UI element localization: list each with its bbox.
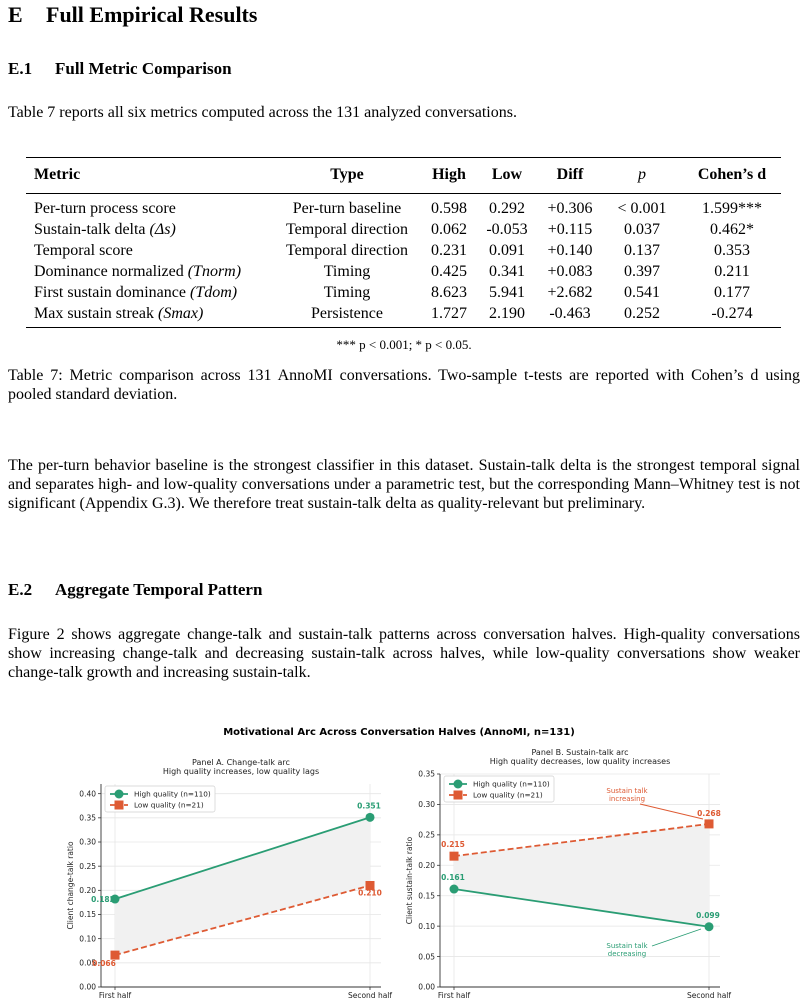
cell-p: 0.541 [624, 283, 660, 301]
data-point [705, 819, 714, 828]
metric-symbol: (Tnorm) [187, 262, 242, 280]
cell-d: 1.599*** [702, 199, 762, 217]
data-label: 0.182 [91, 895, 115, 905]
cell-diff: +0.140 [547, 241, 593, 259]
header-diff: Diff [556, 166, 584, 183]
section-heading [8, 2, 257, 28]
metric-name: Sustain-talk delta [34, 220, 146, 238]
data-label: 0.099 [696, 910, 720, 920]
metric-symbol: (Δs) [149, 220, 176, 238]
y-tick-label: 0.00 [418, 982, 435, 992]
y-tick-label: 0.35 [418, 769, 435, 779]
cell-type: Temporal direction [286, 220, 408, 238]
annotation-decreasing: decreasing [607, 950, 647, 958]
cell-low: 0.341 [489, 262, 525, 280]
y-tick-label: 0.00 [79, 982, 96, 992]
cell-diff: +2.682 [547, 283, 593, 301]
subsection-number: E.2 [8, 580, 33, 599]
cell-metric [30, 198, 274, 219]
cell-low: 5.941 [489, 283, 525, 301]
x-tick-label: First half [437, 991, 471, 1000]
data-label: 0.161 [441, 873, 465, 883]
cell-low: 0.292 [489, 199, 525, 217]
cell-p: 0.037 [624, 220, 660, 238]
legend-marker [454, 780, 463, 789]
legend [105, 786, 215, 812]
table-header-row [30, 160, 784, 190]
cell-d: 0.353 [714, 241, 750, 259]
metric-name: Max sustain streak [34, 304, 154, 322]
data-label: 0.210 [358, 888, 382, 898]
y-tick-label: 0.05 [79, 958, 96, 968]
y-tick-label: 0.35 [79, 813, 96, 823]
cell-high: 0.425 [431, 262, 467, 280]
table-row [30, 219, 784, 240]
table-row [30, 303, 784, 324]
table-bottom-rule [26, 327, 781, 328]
legend-label: Low quality (n=21) [473, 790, 543, 800]
table-row [30, 198, 784, 219]
subsection-heading-e1 [8, 59, 232, 79]
annotation-arrow-decreasing [652, 929, 701, 946]
cell-low: 0.091 [489, 241, 525, 259]
metric-symbol: (Tdom) [189, 283, 238, 301]
cell-metric [30, 261, 274, 282]
y-tick-label: 0.05 [418, 952, 435, 962]
data-label: 0.066 [92, 959, 116, 969]
legend-marker [115, 790, 124, 799]
header-type: Type [330, 166, 364, 183]
y-tick-label: 0.40 [79, 789, 96, 799]
cell-low: -0.053 [486, 220, 528, 238]
header-high: High [432, 166, 466, 183]
subsection-title: Aggregate Temporal Pattern [55, 580, 263, 599]
table-footnote: *** p < 0.001; * p < 0.05. [336, 337, 472, 352]
figure-motivational-arc [0, 718, 808, 1005]
y-tick-label: 0.30 [79, 837, 96, 847]
cell-metric [30, 303, 274, 324]
header-metric: Metric [34, 166, 81, 183]
cell-low: 2.190 [489, 304, 525, 322]
legend-marker [115, 801, 124, 810]
data-label: 0.351 [357, 801, 381, 811]
table-body [30, 198, 784, 324]
annotation-increasing: Sustain talk [606, 787, 648, 795]
metrics-table [30, 160, 784, 324]
panel-a-chart [66, 758, 392, 1000]
y-tick-label: 0.25 [79, 861, 96, 871]
y-tick-label: 0.10 [79, 934, 96, 944]
x-tick-label: First half [98, 991, 132, 1000]
table-row [30, 282, 784, 303]
cell-high: 0.231 [431, 241, 467, 259]
cell-diff: +0.083 [547, 262, 593, 280]
section-title: Full Empirical Results [46, 2, 258, 27]
section-number: E [8, 2, 23, 27]
cell-diff: -0.463 [549, 304, 591, 322]
cell-p: 0.397 [624, 262, 660, 280]
x-tick-label: Second half [686, 991, 732, 1000]
data-point [705, 922, 714, 931]
data-point [366, 813, 375, 822]
cell-metric [30, 219, 274, 240]
data-point [450, 852, 459, 861]
panel-subtitle: High quality decreases, low quality increases [489, 757, 671, 766]
body-paragraph-2: Figure 2 shows aggregate change-talk and sustain-talk patterns across conversation halves. High-quality conversations show increasing change-talk and decreasing sustain-talk across halves, while low-quality conversations show weaker change-talk growth and increasing sustain-talk. [8, 626, 800, 681]
y-axis-label: Client sustain-talk ratio [405, 836, 414, 925]
annotation-increasing: increasing [608, 795, 646, 803]
data-point [450, 885, 459, 894]
table-caption: Table 7: Metric comparison across 131 AnnoMI conversations. Two-sample t-tests are reported with Cohen’s d using pooled standard deviation. [8, 367, 800, 403]
panel-b-chart [405, 748, 731, 1000]
cell-diff: +0.306 [547, 199, 593, 217]
y-tick-label: 0.30 [418, 800, 435, 810]
header-p: p [638, 166, 646, 183]
metric-name: Dominance normalized [34, 262, 184, 280]
table-row [30, 240, 784, 261]
legend-marker [454, 791, 463, 800]
table-row [30, 261, 784, 282]
subsection-heading-e2 [8, 580, 262, 600]
panel-title: Panel B. Sustain-talk arc [531, 748, 629, 757]
annotation-arrow-increasing [640, 804, 703, 819]
cell-d: 0.211 [714, 262, 750, 280]
cell-d: 0.177 [714, 283, 750, 301]
cell-high: 1.727 [431, 304, 467, 322]
cell-type: Persistence [311, 304, 383, 322]
legend-label: High quality (n=110) [473, 779, 550, 789]
legend [444, 776, 554, 802]
cell-metric [30, 282, 274, 303]
metric-symbol: (Smax) [157, 304, 204, 322]
subsection-number: E.1 [8, 59, 33, 78]
x-tick-label: Second half [347, 991, 393, 1000]
metric-name: First sustain dominance [34, 283, 186, 301]
metrics-table-wrapper [30, 160, 784, 324]
y-tick-label: 0.10 [418, 921, 435, 931]
metric-name: Per-turn process score [34, 199, 176, 217]
annotation-decreasing: Sustain talk [606, 942, 648, 950]
y-tick-label: 0.15 [79, 910, 96, 920]
metric-name: Temporal score [34, 241, 133, 259]
body-paragraph-1: The per-turn behavior baseline is the strongest classifier in this dataset. Sustain-talk delta is the strongest temporal signal and separates high- and low-quality conversations under a parametric test, but the corresponding Mann–Whitney test is not significant (Appendix G.3). We therefore treat sustain-talk delta as quality-relevant but preliminary. [8, 457, 800, 512]
cell-type: Temporal direction [286, 241, 408, 259]
legend-label: Low quality (n=21) [134, 800, 204, 810]
panel-subtitle: High quality increases, low quality lags [162, 767, 320, 776]
cell-high: 0.598 [431, 199, 467, 217]
cell-type: Timing [323, 262, 371, 280]
subsection-title: Full Metric Comparison [55, 59, 232, 78]
cell-d: 0.462* [710, 220, 754, 238]
cell-metric [30, 240, 274, 261]
y-tick-label: 0.20 [418, 860, 435, 870]
cell-diff: +0.115 [547, 220, 593, 238]
cell-high: 8.623 [431, 283, 467, 301]
cell-d: -0.274 [711, 304, 753, 322]
data-label: 0.215 [441, 840, 465, 850]
figure-suptitle: Motivational Arc Across Conversation Halves (AnnoMI, n=131) [223, 727, 575, 738]
y-axis-label: Client change-talk ratio [66, 841, 75, 930]
cell-p: 0.137 [624, 241, 660, 259]
header-cohens-d: Cohen’s d [697, 166, 767, 183]
header-low: Low [491, 166, 523, 183]
table-top-rule [26, 157, 781, 158]
legend-label: High quality (n=110) [134, 789, 211, 799]
cell-p: < 0.001 [617, 199, 667, 217]
cell-high: 0.062 [431, 220, 467, 238]
intro-paragraph: Table 7 reports all six metrics computed across the 131 analyzed conversations. [8, 104, 517, 121]
cell-type: Per-turn baseline [292, 199, 402, 217]
cell-p: 0.252 [624, 304, 660, 322]
panel-title: Panel A. Change-talk arc [192, 758, 290, 767]
cell-type: Timing [323, 283, 371, 301]
y-tick-label: 0.15 [418, 891, 435, 901]
data-label: 0.268 [697, 808, 721, 818]
y-tick-label: 0.25 [418, 830, 435, 840]
y-tick-label: 0.20 [79, 886, 96, 896]
